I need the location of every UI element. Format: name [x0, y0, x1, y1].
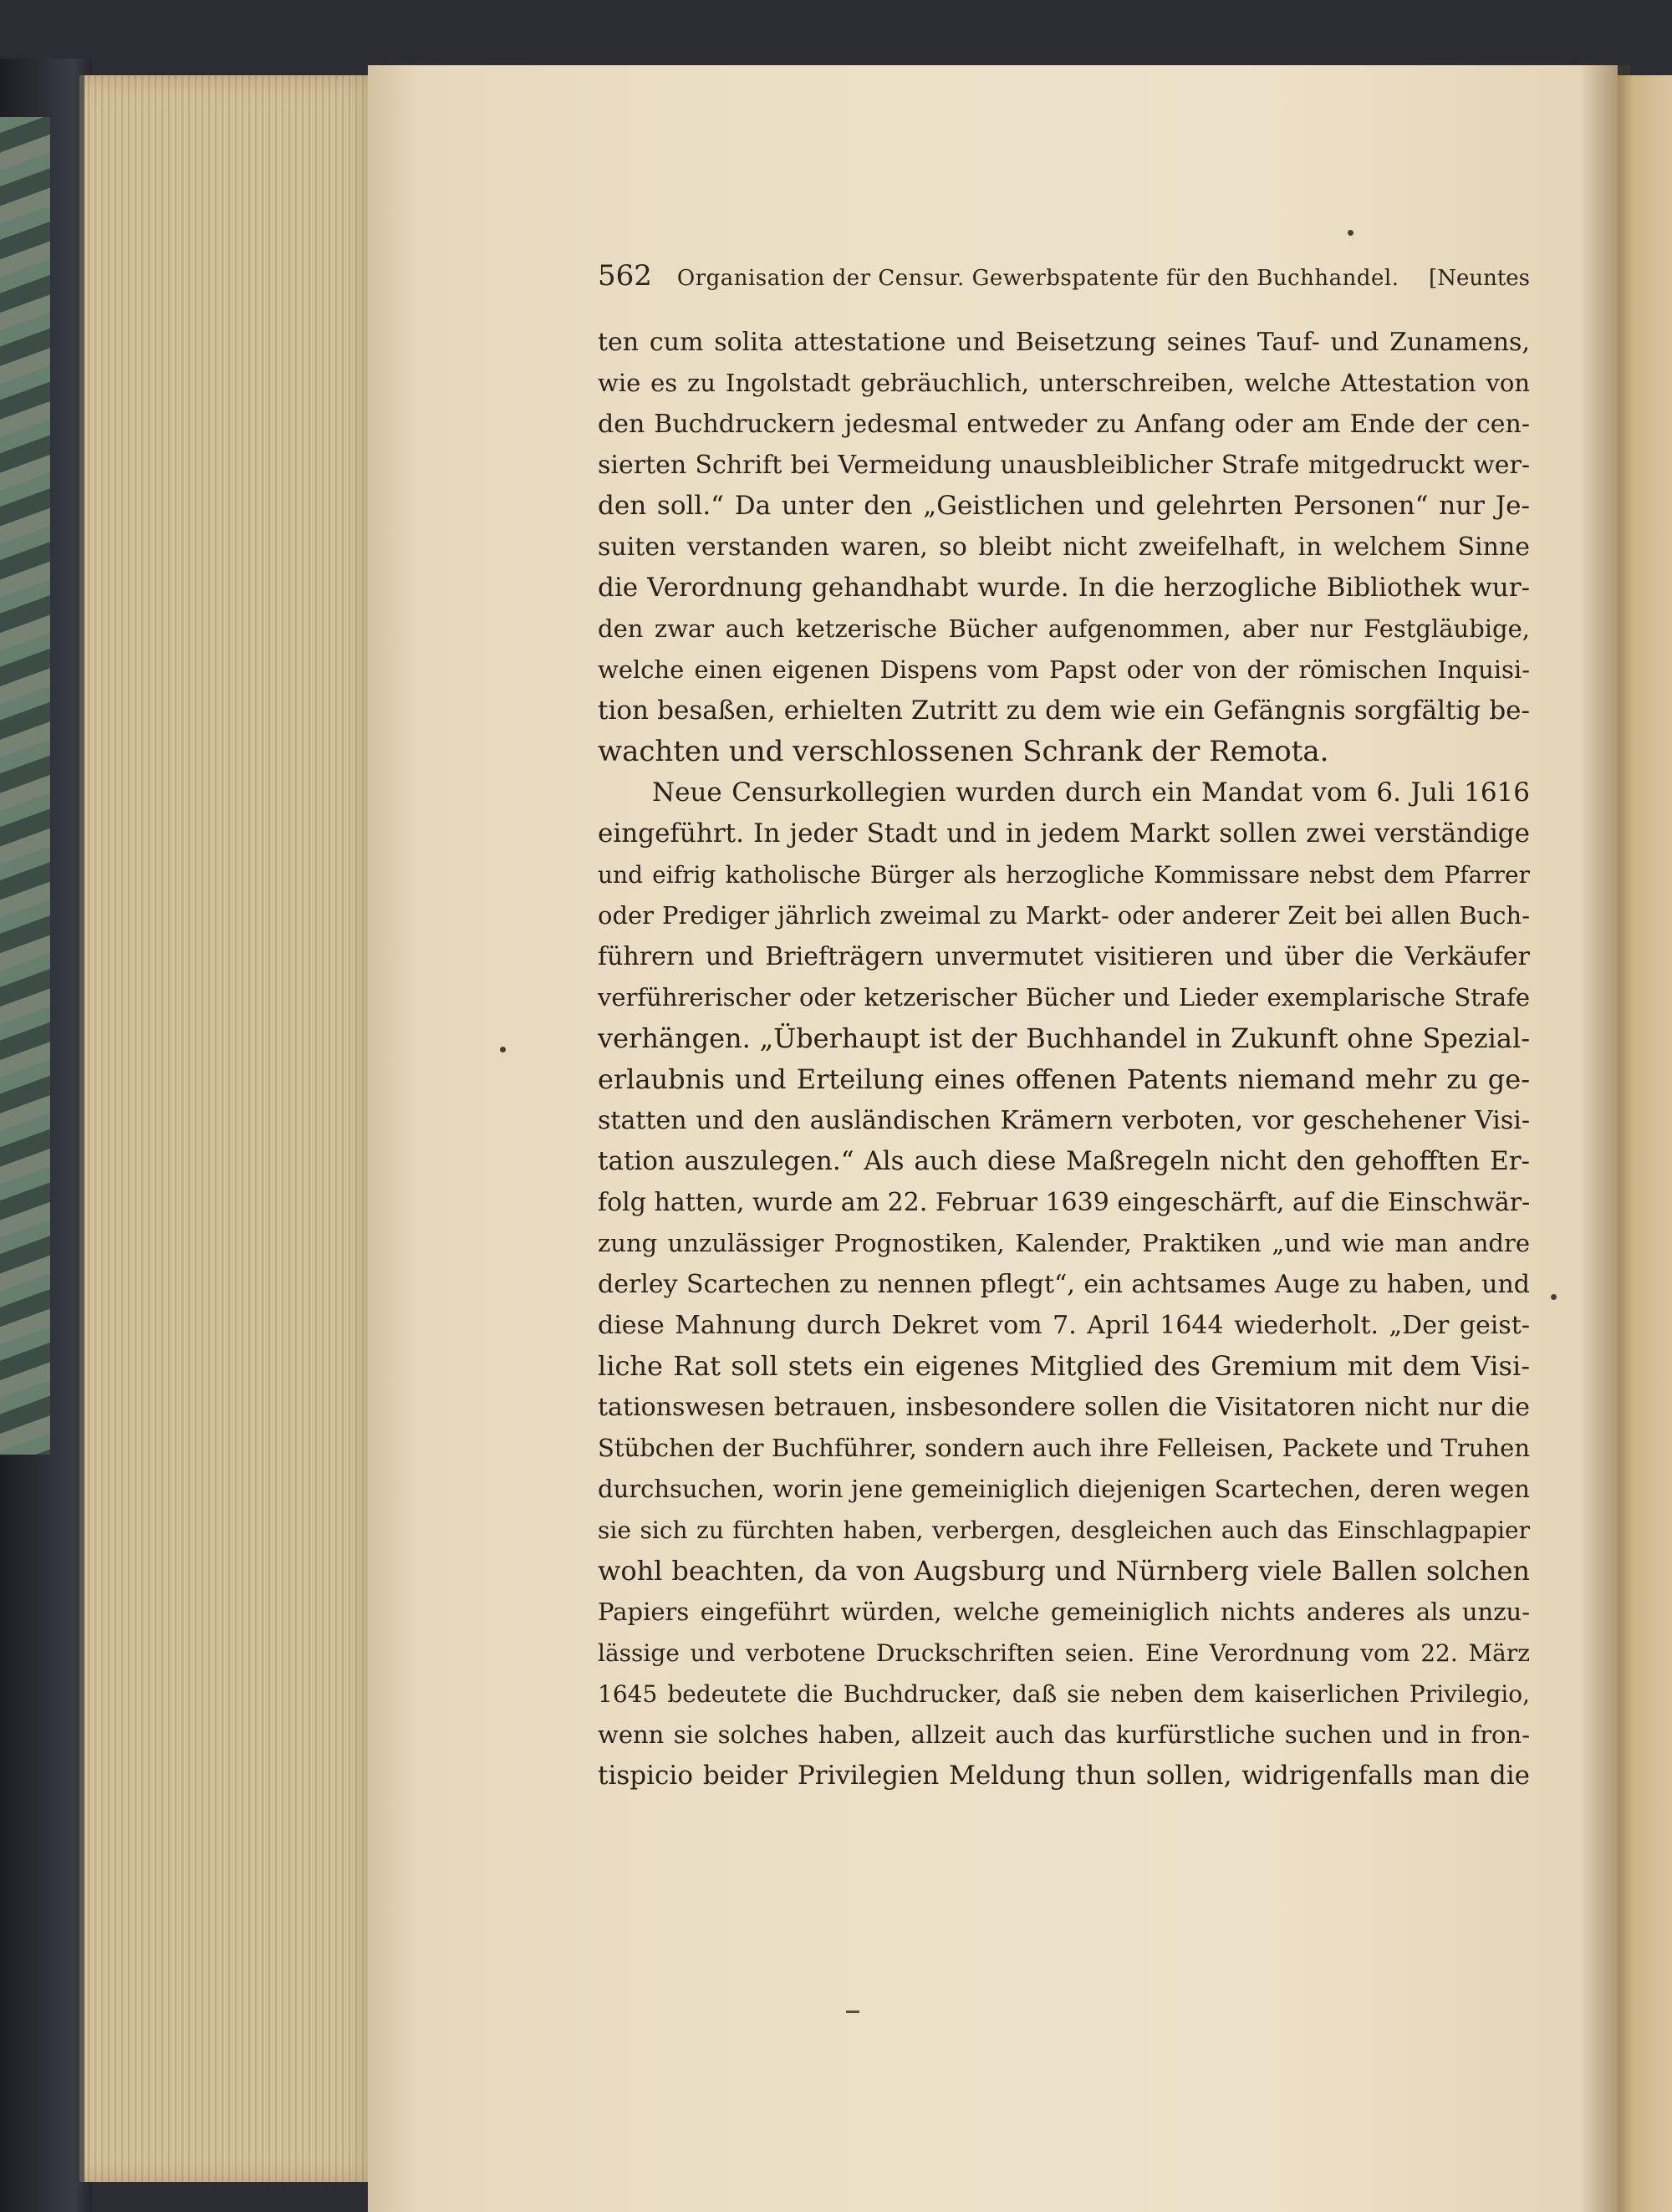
text-line: folg hatten, wurde am 22. Februar 1639 eingeschärft, auf die Einschwär- — [598, 1188, 1530, 1217]
text-line: Stübchen der Buchführer, sondern auch ihre Felleisen, Packete und Truhen — [598, 1434, 1530, 1462]
text-line: den soll.“ Da unter den „Geistlichen und gelehrten Personen“ nur Je- — [598, 491, 1530, 521]
text-line: liche Rat soll stets ein eigenes Mitglied des Gremium mit dem Visi- — [598, 1350, 1530, 1382]
text-line: welche einen eigenen Dispens vom Papst oder von der römischen Inquisi- — [598, 655, 1530, 684]
text-line: sie sich zu fürchten haben, verbergen, desgleichen auch das Einschlagpapier — [598, 1516, 1530, 1544]
text-line: zung unzulässiger Prognostiken, Kalender, Praktiken „und wie man andre — [598, 1229, 1530, 1257]
text-line: tationswesen betrauen, insbesondere sollen die Visitatoren nicht nur die — [598, 1393, 1530, 1422]
body-text — [598, 322, 1530, 1797]
text-line: tion besaßen, erhielten Zutritt zu dem wie ein Gefängnis sorgfältig be- — [598, 696, 1530, 726]
text-line: wie es zu Ingolstadt gebräuchlich, unterschreiben, welche Attestation von — [598, 369, 1530, 397]
text-line: statten und den ausländischen Krämern verboten, vor geschehener Visi- — [598, 1106, 1530, 1135]
text-line: diese Mahnung durch Dekret vom 7. April 1644 wiederholt. „Der geist- — [598, 1311, 1530, 1340]
text-line: wachten und verschlossenen Schrank der Remota. — [598, 735, 1329, 768]
text-line: den Buchdruckern jedesmal entweder zu Anfang oder am Ende der cen- — [598, 410, 1530, 439]
text-line: suiten verstanden waren, so bleibt nicht zweifelhaft, in welchem Sinne — [598, 533, 1530, 562]
text-line: oder Prediger jährlich zweimal zu Markt- oder anderer Zeit bei allen Buch- — [598, 901, 1530, 930]
text-line: ten cum solita attestatione und Beisetzung seines Tauf- und Zunamens, — [598, 328, 1530, 357]
text-line: wohl beachten, da von Augsburg und Nürnberg viele Ballen solchen — [598, 1555, 1530, 1587]
running-head — [598, 259, 1530, 299]
text-line: verhängen. „Überhaupt ist der Buchhandel in Zukunft ohne Spezial- — [598, 1022, 1530, 1054]
text-line: Neue Censurkollegien wurden durch ein Mandat vom 6. Juli 1616 — [652, 777, 1530, 808]
text-line: 1645 bedeutete die Buchdrucker, daß sie neben dem kaiserlichen Privilegio, — [598, 1680, 1530, 1708]
text-line: die Verordnung gehandhabt wurde. In die herzogliche Bibliothek wur- — [598, 573, 1530, 603]
marbled-endpaper — [0, 117, 50, 1455]
text-line: lässige und verbotene Druckschriften seien. Eine Verordnung vom 22. März — [598, 1639, 1530, 1667]
running-title: Organisation der Censur. Gewerbspatente für den Buchhandel. — [676, 266, 1399, 291]
paper-speck — [1348, 230, 1353, 236]
text-line: tispicio beider Privilegien Meldung thun sollen, widrigenfalls man die — [598, 1761, 1530, 1791]
paper-speck — [1551, 1294, 1557, 1300]
stacked-page-edges — [79, 75, 385, 2182]
page-number: 562 — [598, 259, 652, 293]
text-line: sierten Schrift bei Vermeidung unausbleiblicher Strafe mitgedruckt wer- — [598, 451, 1530, 480]
text-line: tation auszulegen.“ Als auch diese Maßregeln nicht den gehofften Er- — [598, 1146, 1530, 1176]
text-line: Papiers eingeführt würden, welche gemeiniglich nichts anderes als unzu- — [598, 1598, 1530, 1626]
paper-speck — [500, 1047, 506, 1052]
text-line: erlaubnis und Erteilung eines offenen Patents niemand mehr zu ge- — [598, 1063, 1530, 1095]
text-line: eingeführt. In jeder Stadt und in jedem Markt sollen zwei verständige — [598, 818, 1530, 849]
text-line: führern und Briefträgern unvermutet visitieren und über die Verkäufer — [598, 942, 1530, 971]
chapter-marker: [Neuntes — [1429, 266, 1530, 291]
text-line: den zwar auch ketzerische Bücher aufgenommen, aber nur Festgläubige, — [598, 614, 1530, 643]
paper-mark — [846, 2011, 859, 2013]
text-line: und eifrig katholische Bürger als herzogliche Kommissare nebst dem Pfarrer — [598, 861, 1530, 889]
text-line: verführerischer oder ketzerischer Bücher und Lieder exemplarische Strafe — [598, 983, 1530, 1012]
text-line: wenn sie solches haben, allzeit auch das kurfürstliche suchen und in fron- — [598, 1720, 1530, 1749]
text-line: derley Scartechen zu nennen pflegt“, ein achtsames Auge zu haben, und — [598, 1270, 1530, 1299]
text-line: durchsuchen, worin jene gemeiniglich diejenigen Scartechen, deren wegen — [598, 1475, 1530, 1503]
next-page-edge — [1618, 75, 1672, 2212]
